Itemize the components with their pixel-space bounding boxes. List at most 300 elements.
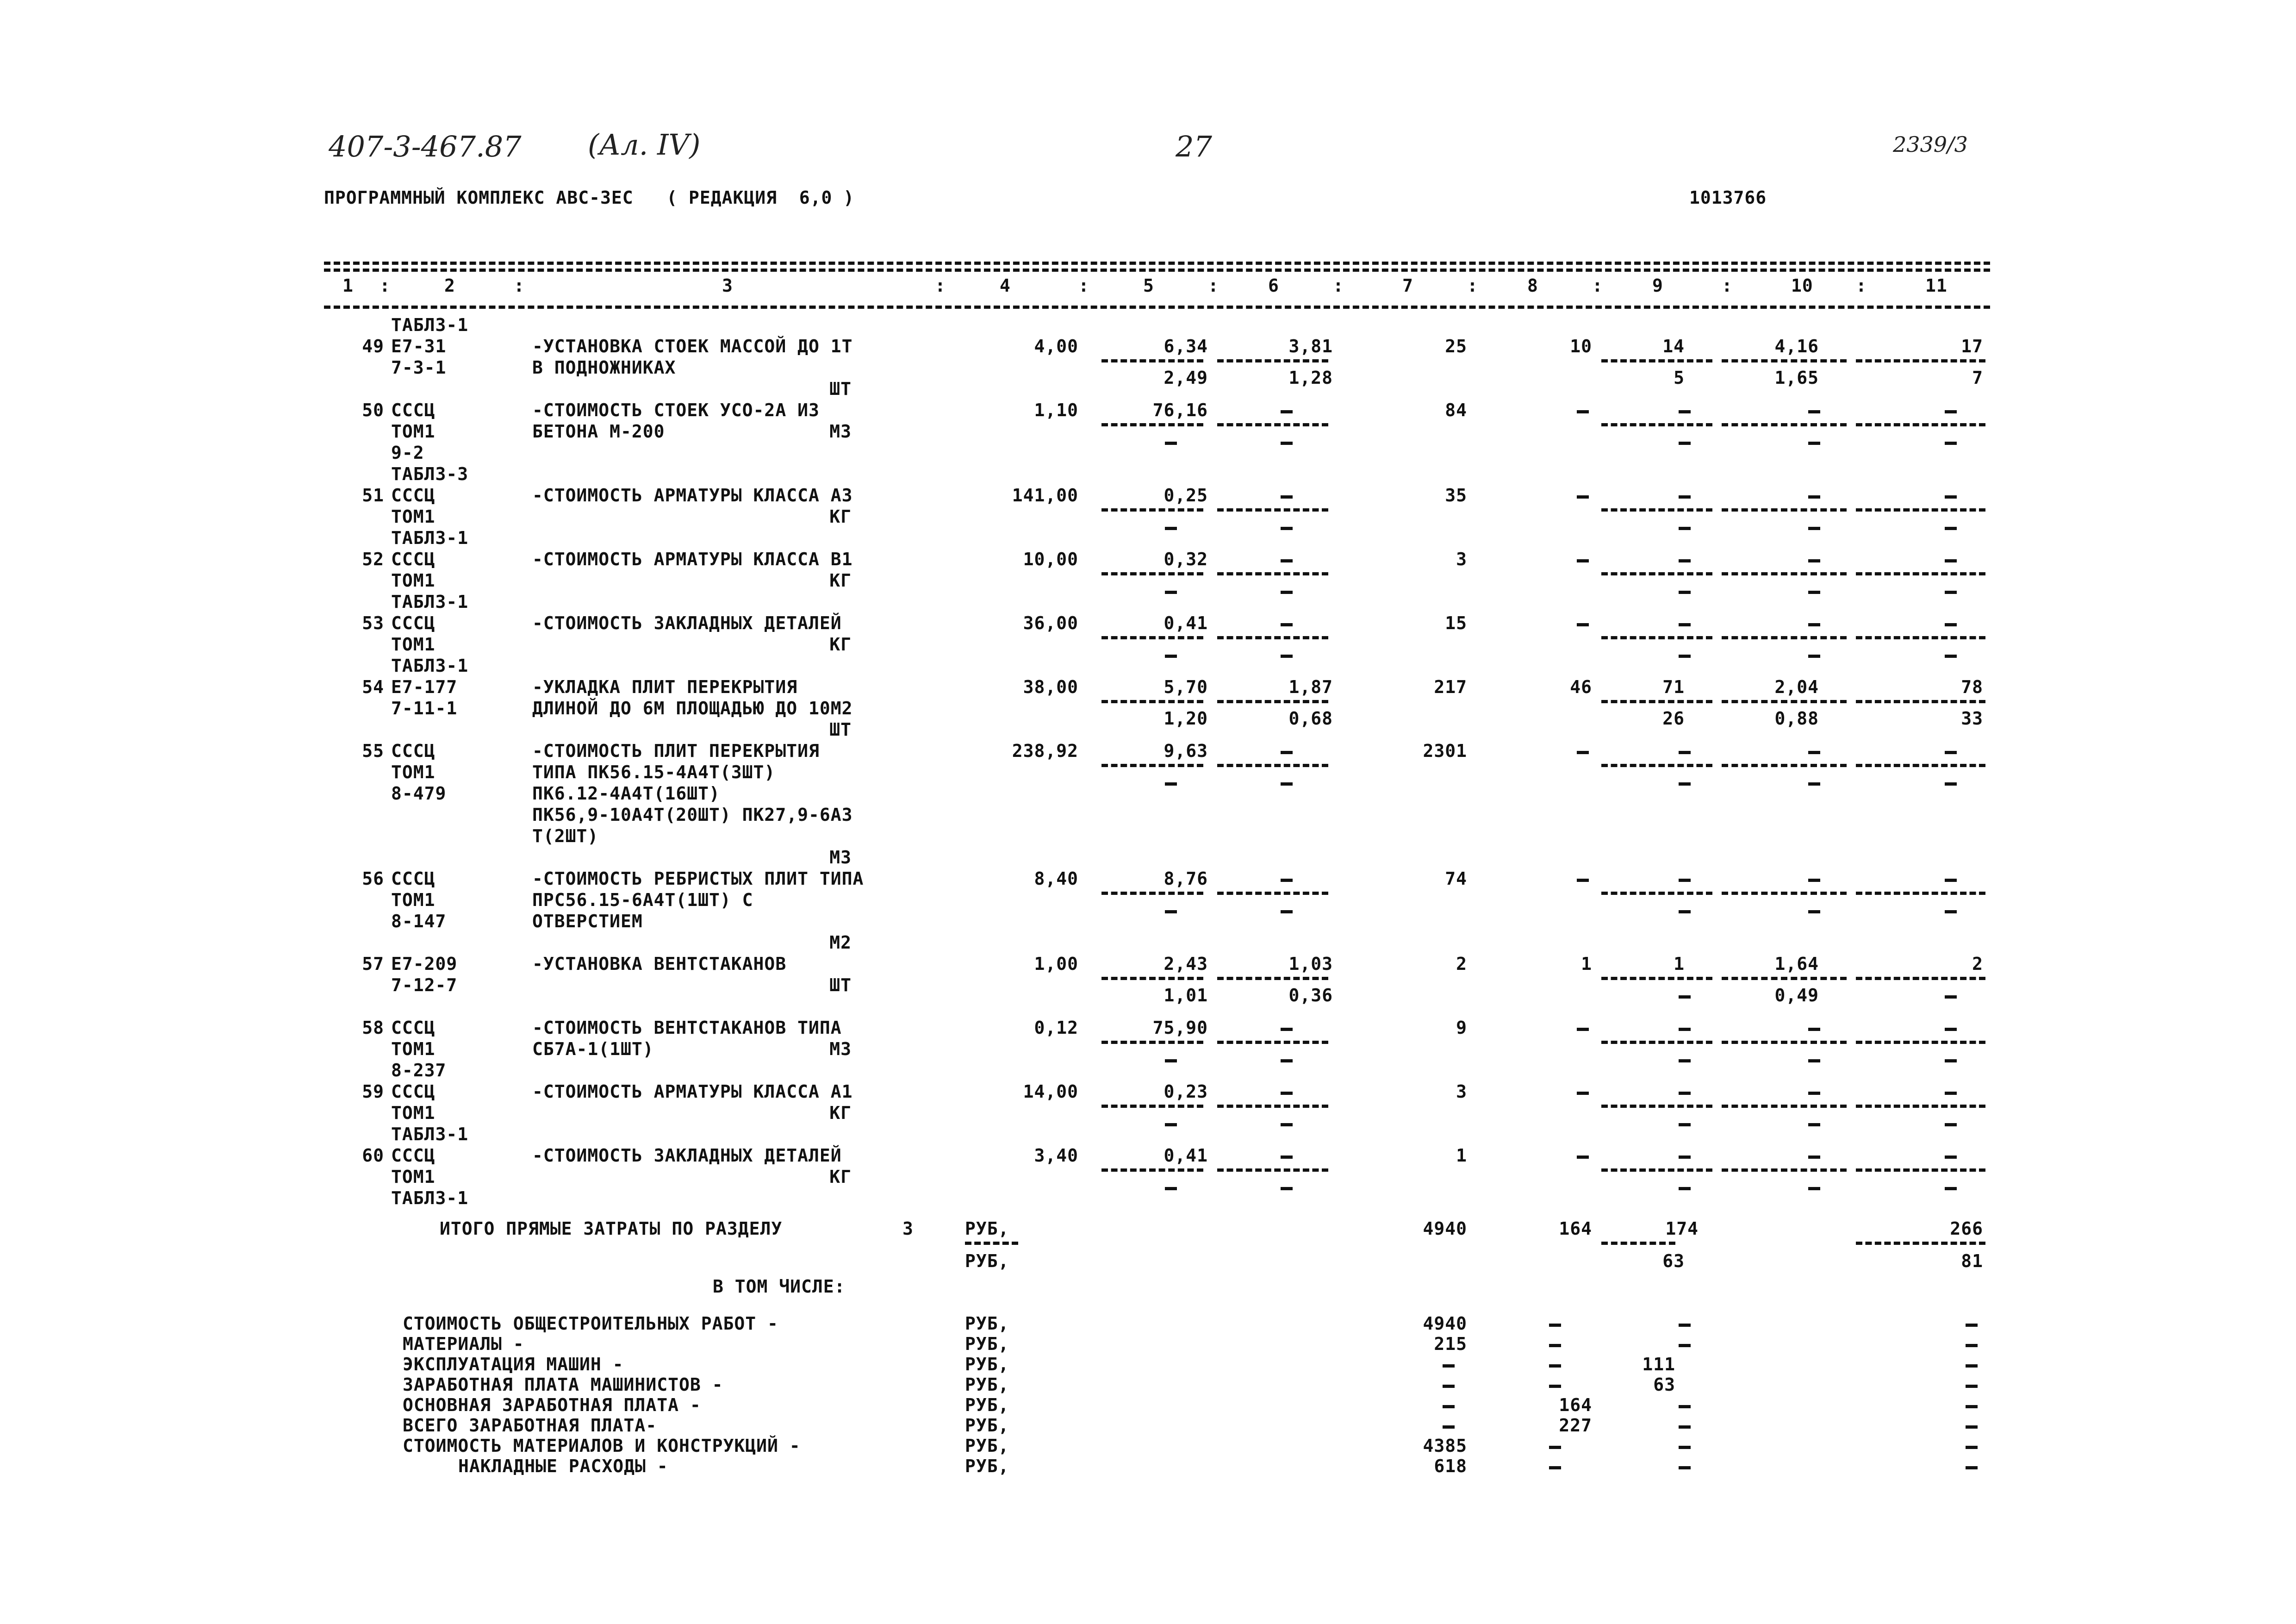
row-code: СССЦ — [391, 400, 436, 420]
row-wage: 10 — [1570, 336, 1592, 356]
header-bottom-rule — [324, 306, 1990, 309]
breakdown-unit: РУБ, — [965, 1374, 1009, 1395]
row-code: ТАБЛ3-1 — [391, 1188, 469, 1208]
cell-dash — [1945, 782, 1957, 786]
breakdown-dash — [1679, 1344, 1691, 1347]
total-unit-2: РУБ, — [965, 1251, 1009, 1271]
cell-dash — [1165, 1123, 1177, 1126]
row-labor-total — [1945, 1092, 1957, 1095]
cell-rule — [1101, 764, 1203, 767]
row-labor — [1808, 1092, 1820, 1095]
row-code: ТОМ1 — [391, 1103, 436, 1123]
row-description: ПК6.12-4А4Т(16ШТ) — [532, 783, 720, 804]
row-labor — [1808, 410, 1820, 413]
row-unit-price: 9,63 — [1164, 741, 1208, 761]
column-header-5: 5 — [1143, 275, 1154, 296]
row-machine-total — [1679, 623, 1691, 626]
row-unit-machine: 1,87 — [1288, 677, 1333, 697]
cell-rule — [1101, 423, 1203, 426]
total-rule — [1856, 1242, 1985, 1245]
row-quantity: 3,40 — [1034, 1145, 1078, 1166]
row-unit-price: 0,41 — [1164, 1145, 1208, 1166]
row-labor — [1808, 1028, 1820, 1031]
cell-dash — [1165, 910, 1177, 913]
breakdown-label: СТОИМОСТЬ ОБЩЕСТРОИТЕЛЬНЫХ РАБОТ - — [403, 1313, 778, 1334]
row-labor-total — [1945, 559, 1957, 562]
total-c11b: 81 — [1961, 1251, 1983, 1271]
cell-rule — [1101, 572, 1203, 575]
row-unit-price: 2,43 — [1164, 954, 1208, 974]
row-description: ПРС56.15-6А4Т(1ШТ) С — [532, 890, 753, 910]
column-separator: : — [1856, 275, 1867, 296]
row-total: 84 — [1445, 400, 1467, 420]
cell-rule — [1601, 423, 1712, 426]
row-unit: КГ — [829, 570, 852, 591]
row-labor-wage: 0,88 — [1774, 708, 1819, 729]
row-labor — [1808, 1156, 1820, 1159]
column-separator: : — [1078, 275, 1089, 296]
row-unit-price-wage: 1,20 — [1164, 708, 1208, 729]
row-description: -СТОИМОСТЬ СТОЕК УСО-2А ИЗ — [532, 400, 820, 420]
row-number: 57 — [362, 954, 384, 974]
cell-rule — [1601, 572, 1712, 575]
row-code: ТОМ1 — [391, 762, 436, 782]
row-wage — [1577, 1028, 1589, 1031]
cell-rule — [1856, 359, 1985, 362]
column-separator: : — [1722, 275, 1733, 296]
sheet-code: 2339/3 — [1893, 132, 1968, 157]
row-unit-machine: 1,03 — [1288, 954, 1333, 974]
cell-rule — [1217, 1168, 1328, 1172]
row-description: -СТОИМОСТЬ ПЛИТ ПЕРЕКРЫТИЯ — [532, 741, 820, 761]
cell-dash — [1281, 910, 1293, 913]
row-number: 56 — [362, 868, 384, 889]
cell-rule — [1217, 423, 1328, 426]
row-description: -СТОИМОСТЬ ЗАКЛАДНЫХ ДЕТАЛЕЙ — [532, 1145, 842, 1166]
breakdown-dash — [1549, 1324, 1561, 1327]
total-section: 3 — [902, 1218, 914, 1239]
cell-rule — [1101, 1105, 1203, 1108]
row-description: -СТОИМОСТЬ АРМАТУРЫ КЛАССА А1 — [532, 1081, 853, 1102]
row-labor — [1808, 495, 1820, 499]
row-wage — [1577, 1156, 1589, 1159]
row-code: ТОМ1 — [391, 634, 436, 655]
row-code: ТАБЛ3-1 — [391, 315, 469, 335]
row-total: 9 — [1456, 1018, 1467, 1038]
cell-rule — [1601, 1105, 1712, 1108]
row-machine-total — [1679, 1028, 1691, 1031]
row-machine-total — [1679, 879, 1691, 882]
cell-rule — [1722, 1041, 1847, 1044]
cell-dash — [1165, 527, 1177, 530]
cell-dash — [1945, 591, 1957, 594]
row-code: ТОМ1 — [391, 1039, 436, 1059]
row-wage — [1577, 751, 1589, 754]
cell-dash — [1165, 1187, 1177, 1190]
row-machine-total — [1679, 751, 1691, 754]
row-unit: ШТ — [829, 379, 852, 399]
row-labor-total: 2 — [1972, 954, 1983, 974]
cell-rule — [1722, 892, 1847, 895]
row-wage — [1577, 1092, 1589, 1095]
breakdown-dash — [1679, 1324, 1691, 1327]
cell-dash — [1679, 782, 1691, 786]
row-machine-total — [1679, 559, 1691, 562]
row-description: -УСТАНОВКА ВЕНТСТАКАНОВ — [532, 954, 787, 974]
row-description: В ПОДНОЖНИКАХ — [532, 357, 676, 378]
row-code: ТАБЛ3-1 — [391, 656, 469, 676]
total-c9b: 63 — [1662, 1251, 1685, 1271]
row-unit-price: 0,32 — [1164, 549, 1208, 569]
row-total: 3 — [1456, 1081, 1467, 1102]
row-quantity: 238,92 — [1012, 741, 1078, 761]
breakdown-label: МАТЕРИАЛЫ - — [403, 1334, 524, 1354]
row-code: ТОМ1 — [391, 506, 436, 527]
row-unit: ШТ — [829, 975, 852, 995]
row-machine-total — [1679, 1092, 1691, 1095]
cell-rule — [1101, 508, 1203, 512]
breakdown-label: ЗАРАБОТНАЯ ПЛАТА МАШИНИСТОВ - — [403, 1374, 723, 1395]
cell-dash — [1808, 782, 1820, 786]
cell-rule — [1722, 700, 1847, 703]
breakdown-dash — [1679, 1466, 1691, 1469]
cell-dash — [1165, 442, 1177, 445]
row-code: ТАБЛ3-1 — [391, 528, 469, 548]
row-total: 1 — [1456, 1145, 1467, 1166]
cell-dash — [1281, 1123, 1293, 1126]
row-machine-total: 71 — [1662, 677, 1685, 697]
row-description: ОТВЕРСТИЕМ — [532, 911, 643, 931]
row-code: СССЦ — [391, 741, 436, 761]
total-unit: РУБ, — [965, 1218, 1009, 1239]
breakdown-dash — [1966, 1344, 1978, 1347]
row-machine-total: 1 — [1674, 954, 1685, 974]
row-labor-total — [1945, 751, 1957, 754]
breakdown-c9: 63 — [1653, 1374, 1675, 1395]
row-labor — [1808, 623, 1820, 626]
row-quantity: 10,00 — [1023, 549, 1078, 569]
row-description: -СТОИМОСТЬ РЕБРИСТЫХ ПЛИТ ТИПА — [532, 868, 864, 889]
row-unit: ШТ — [829, 719, 852, 740]
row-quantity: 36,00 — [1023, 613, 1078, 633]
cell-rule — [1856, 1168, 1985, 1172]
row-labor-wage: 1,65 — [1774, 368, 1819, 388]
breakdown-c8: 227 — [1559, 1415, 1592, 1436]
row-number: 53 — [362, 613, 384, 633]
row-labor-total — [1945, 879, 1957, 882]
row-number: 54 — [362, 677, 384, 697]
column-separator: : — [1333, 275, 1344, 296]
row-total: 217 — [1434, 677, 1467, 697]
row-wage: 1 — [1581, 954, 1592, 974]
cell-rule — [1722, 572, 1847, 575]
column-separator: : — [380, 275, 391, 296]
cell-dash — [1679, 655, 1691, 658]
row-unit-machine-wage: 0,36 — [1288, 985, 1333, 1006]
row-unit-price: 6,34 — [1164, 336, 1208, 356]
breakdown-label: ВСЕГО ЗАРАБОТНАЯ ПЛАТА- — [403, 1415, 657, 1436]
column-header-2: 2 — [444, 275, 455, 296]
row-labor — [1808, 879, 1820, 882]
row-machine-total-wage: 5 — [1674, 368, 1685, 388]
cell-dash — [1281, 591, 1293, 594]
breakdown-unit: РУБ, — [965, 1415, 1009, 1436]
row-total: 2301 — [1423, 741, 1467, 761]
cell-rule — [1601, 977, 1712, 980]
row-description: -УСТАНОВКА СТОЕК МАССОЙ ДО 1Т — [532, 336, 853, 356]
cell-rule — [1601, 764, 1712, 767]
row-labor-total — [1945, 495, 1957, 499]
row-code: ТОМ1 — [391, 890, 436, 910]
cell-dash — [1945, 910, 1957, 913]
cell-rule — [1101, 359, 1203, 362]
row-code: ТАБЛ3-1 — [391, 592, 469, 612]
breakdown-label: ОСНОВНАЯ ЗАРАБОТНАЯ ПЛАТА - — [403, 1395, 701, 1415]
row-code: Е7-177 — [391, 677, 458, 697]
total-c7: 4940 — [1423, 1218, 1467, 1239]
row-machine-total — [1679, 1156, 1691, 1159]
breakdown-c7: 215 — [1434, 1334, 1467, 1354]
header-top-rule — [324, 262, 1990, 265]
row-total: 15 — [1445, 613, 1467, 633]
cell-dash — [1808, 655, 1820, 658]
row-unit: КГ — [829, 1103, 852, 1123]
cell-dash — [1945, 442, 1957, 445]
cell-dash — [1945, 1059, 1957, 1062]
breakdown-label: ЭКСПЛУАТАЦИЯ МАШИН - — [403, 1354, 624, 1374]
cell-dash — [1281, 1187, 1293, 1190]
row-unit-price: 75,90 — [1152, 1018, 1208, 1038]
cell-dash — [1945, 527, 1957, 530]
cell-dash — [1281, 655, 1293, 658]
row-description: -СТОИМОСТЬ АРМАТУРЫ КЛАССА А3 — [532, 485, 853, 506]
cell-rule — [1101, 892, 1203, 895]
cell-dash — [1808, 1059, 1820, 1062]
cell-dash — [1808, 910, 1820, 913]
row-wage — [1577, 410, 1589, 413]
row-description: Т(2ШТ) — [532, 826, 599, 846]
row-description: СБ7А-1(1ШТ) — [532, 1039, 654, 1059]
breakdown-label: СТОИМОСТЬ МАТЕРИАЛОВ И КОНСТРУКЦИЙ - — [403, 1436, 801, 1456]
row-number: 51 — [362, 485, 384, 506]
total-rule — [965, 1242, 1018, 1245]
cell-rule — [1601, 1168, 1712, 1172]
row-labor — [1808, 751, 1820, 754]
row-labor: 2,04 — [1774, 677, 1819, 697]
total-c8: 164 — [1559, 1218, 1592, 1239]
row-unit-price: 0,23 — [1164, 1081, 1208, 1102]
page-number: 27 — [1176, 130, 1212, 163]
row-number: 52 — [362, 549, 384, 569]
breakdown-dash — [1549, 1446, 1561, 1449]
breakdown-c9: 111 — [1642, 1354, 1675, 1374]
breakdown-unit: РУБ, — [965, 1395, 1009, 1415]
row-labor-total: 17 — [1961, 336, 1983, 356]
row-description: ПК56,9-10А4Т(20ШТ) ПК27,9-6А3 — [532, 805, 853, 825]
row-quantity: 0,12 — [1034, 1018, 1078, 1038]
breakdown-dash — [1966, 1324, 1978, 1327]
cell-rule — [1217, 1041, 1328, 1044]
row-unit: М3 — [829, 1039, 852, 1059]
row-code: ТОМ1 — [391, 570, 436, 591]
cell-rule — [1856, 423, 1985, 426]
row-labor-total — [1945, 623, 1957, 626]
row-machine-total-wage: 26 — [1662, 708, 1685, 729]
row-labor — [1808, 559, 1820, 562]
row-number: 60 — [362, 1145, 384, 1166]
row-code: СССЦ — [391, 1018, 436, 1038]
cell-dash — [1679, 1059, 1691, 1062]
cell-rule — [1722, 508, 1847, 512]
column-separator: : — [1592, 275, 1603, 296]
row-code: ТОМ1 — [391, 421, 436, 442]
cell-rule — [1856, 572, 1985, 575]
cell-rule — [1722, 1168, 1847, 1172]
row-unit-price: 5,70 — [1164, 677, 1208, 697]
breakdown-unit: РУБ, — [965, 1313, 1009, 1334]
row-code: СССЦ — [391, 613, 436, 633]
cell-dash — [1679, 1187, 1691, 1190]
cell-rule — [1856, 892, 1985, 895]
row-labor-total-wage: 7 — [1972, 368, 1983, 388]
album-number: (Ал. IV) — [588, 128, 701, 162]
breakdown-unit: РУБ, — [965, 1354, 1009, 1374]
column-separator: : — [514, 275, 525, 296]
breakdown-c7: 4940 — [1423, 1313, 1467, 1334]
cell-dash — [1679, 591, 1691, 594]
row-number: 55 — [362, 741, 384, 761]
row-total: 2 — [1456, 954, 1467, 974]
breakdown-dash — [1966, 1446, 1978, 1449]
cell-rule — [1217, 508, 1328, 512]
row-wage: 46 — [1570, 677, 1592, 697]
cell-dash — [1281, 442, 1293, 445]
cell-dash — [1808, 1123, 1820, 1126]
breakdown-dash — [1443, 1364, 1455, 1368]
cell-rule — [1217, 636, 1328, 639]
column-header-3: 3 — [722, 275, 733, 296]
row-machine-total — [1679, 495, 1691, 499]
cell-rule — [1101, 977, 1203, 980]
cell-rule — [1601, 359, 1712, 362]
row-quantity: 8,40 — [1034, 868, 1078, 889]
column-header-11: 11 — [1925, 275, 1948, 296]
breakdown-c7: 618 — [1434, 1456, 1467, 1476]
breakdown-c8: 164 — [1559, 1395, 1592, 1415]
column-header-4: 4 — [1000, 275, 1011, 296]
cell-rule — [1601, 892, 1712, 895]
row-unit-price-wage: 1,01 — [1164, 985, 1208, 1006]
cell-rule — [1722, 977, 1847, 980]
cell-rule — [1856, 636, 1985, 639]
cell-rule — [1217, 572, 1328, 575]
row-labor-wage: 0,49 — [1774, 985, 1819, 1006]
row-labor: 4,16 — [1774, 336, 1819, 356]
cell-rule — [1722, 636, 1847, 639]
row-code: ТАБЛ3-3 — [391, 464, 469, 484]
breakdown-dash — [1679, 1405, 1691, 1408]
row-unit-machine-wage: 0,68 — [1288, 708, 1333, 729]
cell-rule — [1856, 977, 1985, 980]
cell-dash — [1281, 1059, 1293, 1062]
cell-rule — [1601, 636, 1712, 639]
breakdown-dash — [1443, 1385, 1455, 1388]
total-rule — [1601, 1242, 1675, 1245]
breakdown-dash — [1679, 1425, 1691, 1429]
row-code: 8-479 — [391, 783, 447, 804]
row-description: ТИПА ПК56.15-4А4Т(3ШТ) — [532, 762, 776, 782]
cell-rule — [1722, 359, 1847, 362]
cell-dash — [1808, 591, 1820, 594]
breakdown-label: НАКЛАДНЫЕ РАСХОДЫ - — [458, 1456, 668, 1476]
cell-dash — [1165, 1059, 1177, 1062]
row-quantity: 14,00 — [1023, 1081, 1078, 1102]
cell-rule — [1101, 636, 1203, 639]
row-total: 74 — [1445, 868, 1467, 889]
row-labor-total: 78 — [1961, 677, 1983, 697]
cell-rule — [1101, 1041, 1203, 1044]
row-wage — [1577, 879, 1589, 882]
cell-rule — [1217, 700, 1328, 703]
row-total: 3 — [1456, 549, 1467, 569]
row-machine-total: 14 — [1662, 336, 1685, 356]
program-id: 1013766 — [1689, 187, 1767, 208]
column-header-7: 7 — [1402, 275, 1413, 296]
row-code: ТОМ1 — [391, 1167, 436, 1187]
row-labor-total-wage — [1945, 995, 1957, 999]
row-code: СССЦ — [391, 1145, 436, 1166]
row-number: 49 — [362, 336, 384, 356]
total-c9: 174 — [1665, 1218, 1699, 1239]
row-unit-price: 8,76 — [1164, 868, 1208, 889]
column-separator: : — [1467, 275, 1478, 296]
cell-rule — [1856, 1105, 1985, 1108]
cell-rule — [1217, 977, 1328, 980]
column-header-9: 9 — [1652, 275, 1663, 296]
cell-rule — [1722, 1105, 1847, 1108]
breakdown-dash — [1966, 1385, 1978, 1388]
row-total: 35 — [1445, 485, 1467, 506]
cell-dash — [1281, 782, 1293, 786]
row-description: БЕТОНА М-200 — [532, 421, 665, 442]
total-c11: 266 — [1950, 1218, 1983, 1239]
cell-dash — [1808, 1187, 1820, 1190]
row-code: СССЦ — [391, 1081, 436, 1102]
row-labor: 1,64 — [1774, 954, 1819, 974]
column-separator: : — [935, 275, 946, 296]
breakdown-heading: В ТОМ ЧИСЛЕ: — [713, 1276, 846, 1297]
cell-rule — [1601, 508, 1712, 512]
row-unit: М3 — [829, 847, 852, 868]
column-separator: : — [1208, 275, 1219, 296]
row-labor-total — [1945, 410, 1957, 413]
row-description: -СТОИМОСТЬ ЗАКЛАДНЫХ ДЕТАЛЕЙ — [532, 613, 842, 633]
row-description: -УКЛАДКА ПЛИТ ПЕРЕКРЫТИЯ — [532, 677, 798, 697]
row-code: Е7-209 — [391, 954, 458, 974]
row-unit-price: 0,41 — [1164, 613, 1208, 633]
row-quantity: 1,10 — [1034, 400, 1078, 420]
cell-rule — [1101, 1168, 1203, 1172]
cell-dash — [1679, 910, 1691, 913]
cell-dash — [1945, 655, 1957, 658]
row-unit: КГ — [829, 1167, 852, 1187]
row-description: ДЛИНОЙ ДО 6М ПЛОЩАДЬЮ ДО 10М2 — [532, 698, 853, 718]
cell-dash — [1165, 591, 1177, 594]
breakdown-dash — [1966, 1364, 1978, 1368]
breakdown-unit: РУБ, — [965, 1456, 1009, 1476]
row-code: 8-237 — [391, 1060, 447, 1081]
row-code: 8-147 — [391, 911, 447, 931]
